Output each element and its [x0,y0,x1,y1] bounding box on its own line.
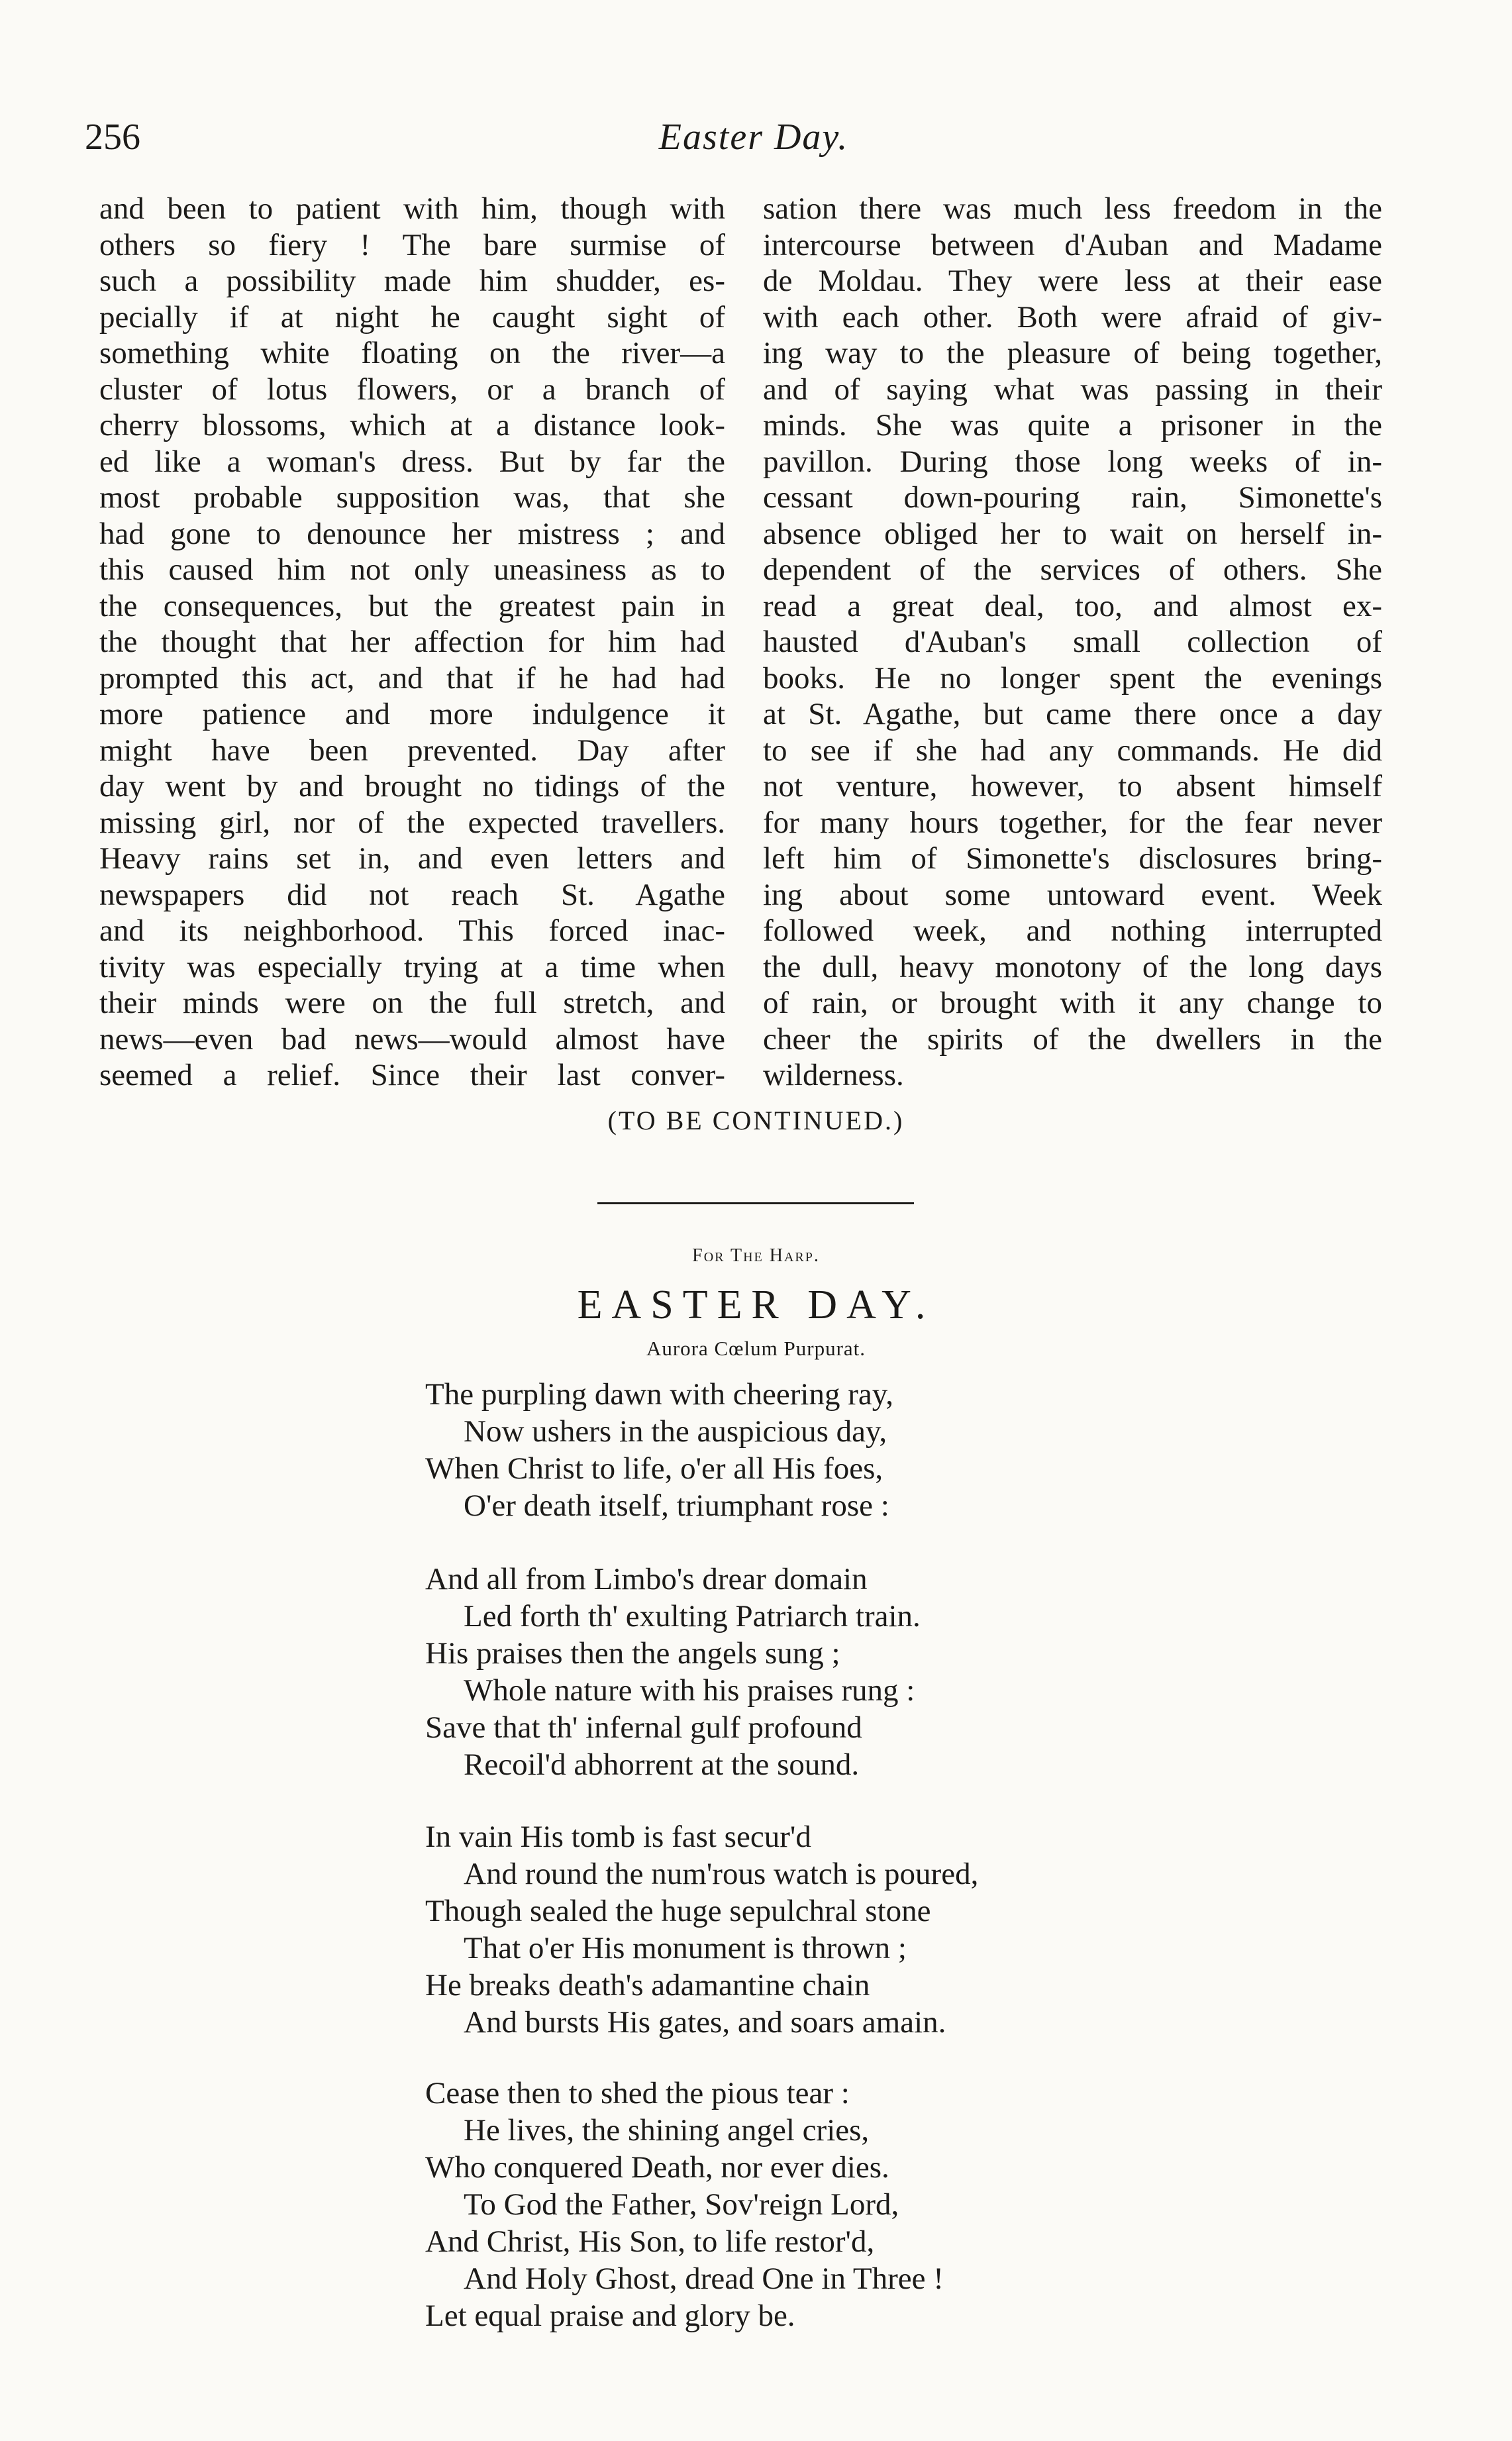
poem-source: For The Harp. [692,1245,820,1266]
text-line: and its neighborhood. This forced inac- [99,913,725,948]
poem-stanza [425,1376,1220,1524]
text-line: ing about some untoward event. Week [763,877,1382,912]
text-line: pavillon. During those long weeks of in- [763,444,1382,479]
poem-title: EASTER DAY. [577,1282,935,1327]
text-line: of rain, or brought with it any change to [763,986,1382,1020]
poem-subtitle: Aurora Cœlum Purpurat. [646,1337,866,1360]
poem-line: That o'er His monument is thrown ; [464,1931,907,1965]
left-text-column [99,191,725,1094]
text-line: left him of Simonette's disclosures bring- [763,841,1382,876]
text-line: cherry blossoms, which at a distance look- [99,408,725,442]
text-line: newspapers did not reach St. Agathe [99,877,725,912]
poem-line: When Christ to life, o'er all His foes, [425,1451,883,1486]
text-line: the thought that her affection for him had [99,625,725,659]
text-line: hausted d'Auban's small collection of [763,625,1382,659]
poem-line: To God the Father, Sov'reign Lord, [464,2187,899,2222]
poem-line: Recoil'd abhorrent at the sound. [464,1747,860,1782]
text-line: and been to patient with him, though with [99,191,725,226]
text-line: cluster of lotus flowers, or a branch of [99,372,725,407]
poem-line: Now ushers in the auspicious day, [464,1414,887,1449]
text-line: intercourse between d'Auban and Madame [763,227,1382,262]
poem-line: And Holy Ghost, dread One in Three ! [464,2261,944,2296]
page-header [85,116,1423,169]
right-text-column [763,191,1382,1094]
poem-line: And bursts His gates, and soars amain. [464,2005,946,2040]
poem-line: Though sealed the huge sepulchral stone [425,1894,931,1928]
text-line: pecially if at night he caught sight of [99,299,725,335]
poem-line: The purpling dawn with cheering ray, [425,1377,893,1412]
poem-line: Who conquered Death, nor ever dies. [425,2150,889,2185]
poem-line: O'er death itself, triumphant rose : [464,1488,889,1523]
poem-stanza [425,1561,1220,1783]
text-line: prompted this act, and that if he had had [99,660,725,696]
poem-line: He lives, the shining angel cries, [464,2113,870,2148]
text-line: tivity was especially trying at a time when [99,949,725,984]
text-line: this caused him not only uneasiness as to [99,552,725,587]
text-line: more patience and more indulgence it [99,697,725,731]
poem-line: And all from Limbo's drear domain [425,1562,868,1596]
poem-stanza [425,1818,1220,2041]
text-line: for many hours together, for the fear never [763,805,1382,840]
to-be-continued-note: (TO BE CONTINUED.) [607,1106,905,1135]
text-line: read a great deal, too, and almost ex- [763,588,1382,623]
text-line: cheer the spirits of the dwellers in the [763,1021,1382,1057]
text-line: to see if she had any commands. He did [763,733,1382,768]
section-divider [597,1202,914,1204]
text-line: sation there was much less freedom in the [763,191,1382,226]
text-line: absence obliged her to wait on herself in- [763,516,1382,551]
text-line: followed week, and nothing interrupted [763,913,1382,948]
page-number: 256 [85,117,140,158]
text-line: at St. Agathe, but came there once a day [763,697,1382,731]
text-line: day went by and brought no tidings of the [99,769,725,804]
text-line: such a possibility made him shudder, es- [99,264,725,298]
poem-line: Led forth th' exulting Patriarch train. [464,1599,921,1634]
text-line: Heavy rains set in, and even letters and [99,841,725,876]
poem-stanza [425,2075,1220,2334]
text-line: books. He no longer spent the evenings [763,660,1382,696]
text-line: missing girl, nor of the expected travellers. [99,805,725,840]
text-line: the consequences, but the greatest pain in [99,588,725,623]
poem-line: In vain His tomb is fast secur'd [425,1820,811,1854]
text-line: minds. She was quite a prisoner in the [763,408,1382,442]
text-line: the dull, heavy monotony of the long days [763,949,1382,984]
text-line: their minds were on the full stretch, and [99,986,725,1020]
running-title: Easter Day. [658,117,849,158]
text-line: dependent of the services of others. She [763,552,1382,587]
poem-line: His praises then the angels sung ; [425,1636,840,1671]
poem-line: He breaks death's adamantine chain [425,1968,870,2002]
text-line: had gone to denounce her mistress ; and [99,516,725,551]
text-line: ed like a woman's dress. But by far the [99,444,725,479]
text-line: with each other. Both were afraid of giv- [763,299,1382,335]
poem-line: Save that th' infernal gulf profound [425,1710,862,1745]
text-line: seemed a relief. Since their last conver- [99,1058,725,1092]
poem-line: And Christ, His Son, to life restor'd, [425,2224,875,2259]
text-line: something white floating on the river—a [99,336,725,370]
poem-line: Whole nature with his praises rung : [464,1673,915,1708]
text-line: might have been prevented. Day after [99,733,725,768]
text-line: ing way to the pleasure of being together, [763,336,1382,370]
poem-line: Let equal praise and glory be. [425,2299,795,2333]
poem-line: Cease then to shed the pious tear : [425,2076,850,2110]
text-line: and of saying what was passing in their [763,372,1382,407]
text-line: wilderness. [763,1058,904,1092]
poem-line: And round the num'rous watch is poured, [464,1857,979,1891]
text-line: de Moldau. They were less at their ease [763,264,1382,298]
text-line: most probable supposition was, that she [99,480,725,515]
text-line: not venture, however, to absent himself [763,769,1382,804]
text-line: others so fiery ! The bare surmise of [99,227,725,262]
text-line: news—even bad news—would almost have [99,1021,725,1057]
text-line: cessant down-pouring rain, Simonette's [763,480,1382,515]
